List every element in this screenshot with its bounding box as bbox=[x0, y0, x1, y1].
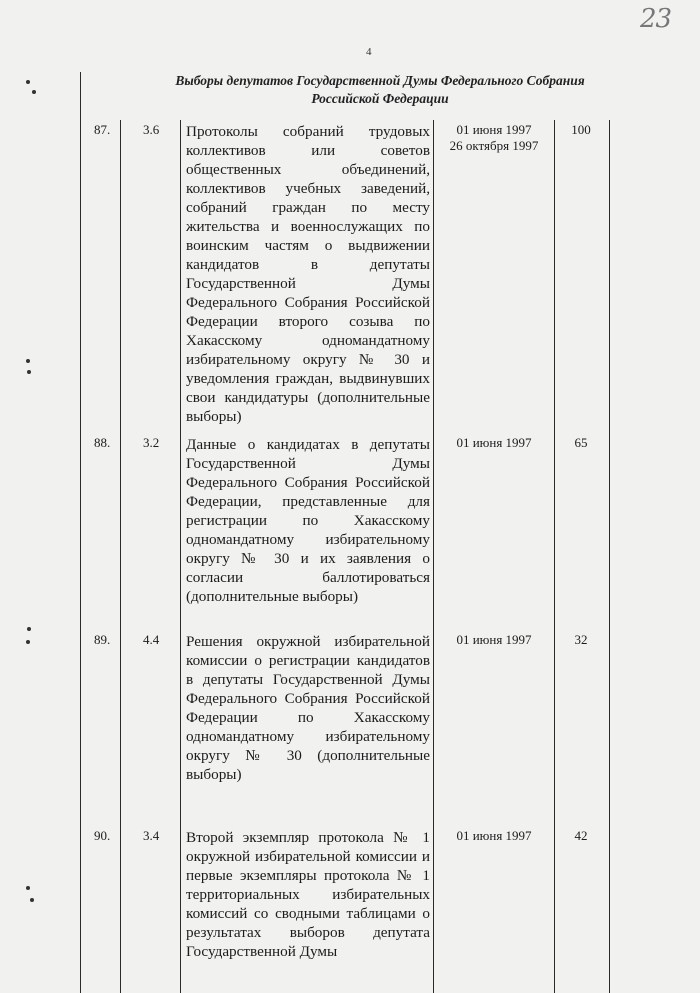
punch-mark bbox=[27, 627, 31, 631]
row-count: 100 bbox=[571, 122, 591, 137]
column-divider bbox=[554, 120, 555, 993]
punch-mark bbox=[26, 80, 30, 84]
page-number: 4 bbox=[366, 46, 372, 58]
row-code: 4.4 bbox=[143, 632, 160, 647]
column-divider bbox=[433, 120, 434, 993]
row-description: Протоколы собраний трудовых коллективов или советов общественных объединений, коллективов учебных заведений, собраний граждан по месту жительства и военнослужащих по воинским частям о выдвижении кандидатов в депутаты Государственной Думы Федерального Собрания Российской Федерации второго созыва по Хакасскому одномандатному избирательному округу № 30 и уведомления граждан, выдвинувших свои кандидатуры (дополнительные выборы) bbox=[186, 123, 430, 425]
row-count: 65 bbox=[574, 435, 588, 450]
row-code: 3.6 bbox=[143, 122, 160, 137]
document-header bbox=[150, 72, 610, 108]
handwritten-page-mark: 23 bbox=[640, 4, 672, 34]
row-description: Второй экземпляр протокола № 1 окружной избирательной комиссии и первые экземпляры протокола № 1 территориальных избирательных комиссий со сводными таблицами о результатах выборов депутата Государственной Думы bbox=[186, 829, 430, 960]
row-description: Данные о кандидатах в депутаты Государственной Думы Федерального Собрания Российской Федерации, представленные для регистрации по Хакасскому одномандатному избирательному округу № 30 и их заявления о согласии баллотироваться (дополнительные выборы) bbox=[186, 436, 430, 605]
punch-mark bbox=[30, 898, 34, 902]
column-divider bbox=[180, 120, 181, 993]
row-code: 3.2 bbox=[143, 435, 160, 450]
row-dates: 01 июня 1997 bbox=[456, 828, 532, 843]
table-right-border bbox=[609, 120, 610, 993]
row-dates: 01 июня 1997 bbox=[456, 435, 532, 450]
row-dates: 01 июня 1997 bbox=[456, 632, 532, 647]
table-left-border bbox=[80, 72, 81, 993]
row-number: 89. bbox=[94, 632, 111, 647]
row-number: 90. bbox=[94, 828, 111, 843]
row-number: 87. bbox=[94, 122, 111, 137]
row-number: 88. bbox=[94, 435, 111, 450]
header-line-1: Выборы депутатов Государственной Думы Федерального Собрания bbox=[175, 73, 585, 88]
row-count: 42 bbox=[574, 828, 588, 843]
punch-mark bbox=[26, 640, 30, 644]
row-count: 32 bbox=[574, 632, 588, 647]
punch-mark bbox=[32, 90, 36, 94]
punch-mark bbox=[27, 370, 31, 374]
header-line-2: Российской Федерации bbox=[311, 91, 449, 106]
column-divider bbox=[120, 120, 121, 993]
row-code: 3.4 bbox=[143, 828, 160, 843]
row-dates: 01 июня 1997 26 октября 1997 bbox=[449, 122, 539, 153]
punch-mark bbox=[26, 359, 30, 363]
punch-mark bbox=[26, 886, 30, 890]
row-description: Решения окружной избирательной комиссии о регистрации кандидатов в депутаты Государственной Думы Федерального Собрания Российской Федерации по Хакасскому одномандатному избирательному округу № 30 (дополнительные выборы) bbox=[186, 633, 430, 783]
